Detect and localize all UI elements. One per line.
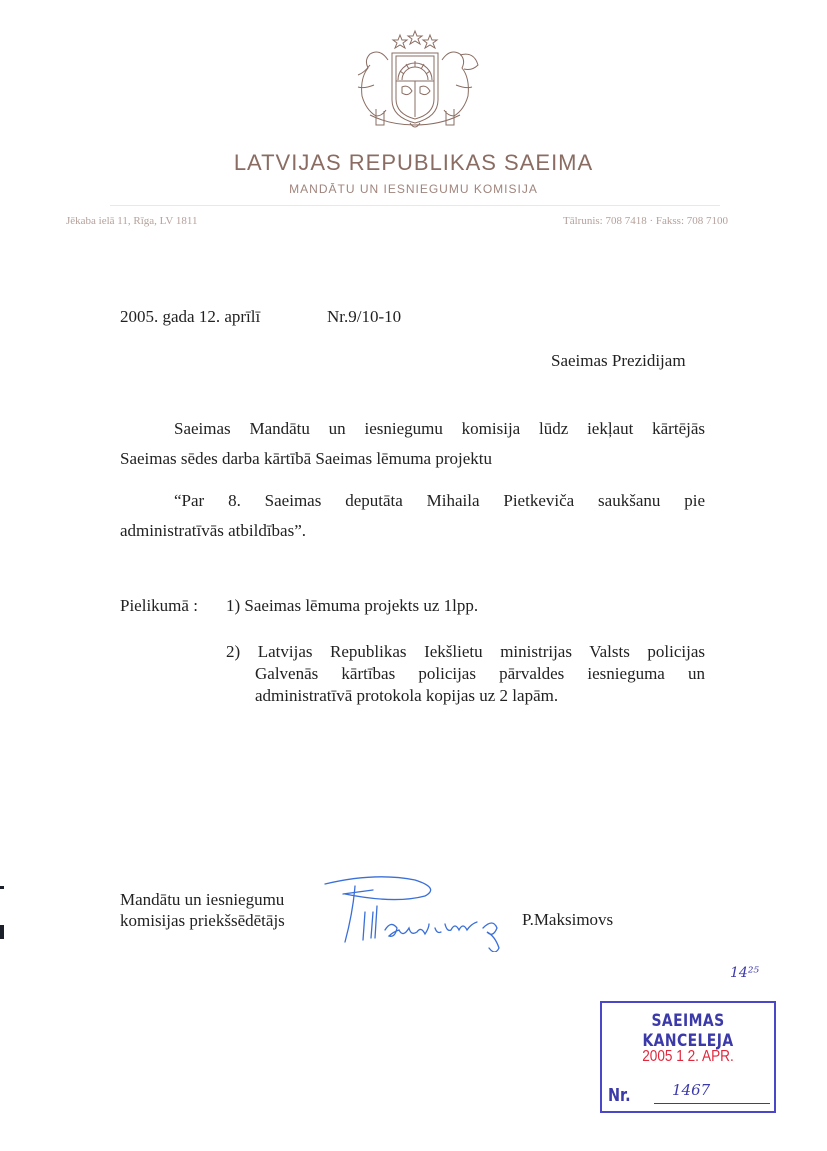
stamp-title: SAEIMAS KANCELEJA <box>642 1011 734 1051</box>
body-line: “Par 8. Saeimas deputāta Mihaila Pietkeviča saukšanu pie <box>174 491 705 510</box>
attachment-item-1: 1) Saeimas lēmuma projekts uz 1lpp. <box>226 596 479 615</box>
stamp-nr-underline <box>654 1103 770 1104</box>
stamp-date: 2005 1 2. APR. <box>642 1048 734 1065</box>
registration-stamp <box>600 1001 776 1113</box>
scan-edge-mark <box>0 925 4 939</box>
attachment-line: Galvenās kārtības policijas pārvaldes iesnieguma un <box>255 664 705 683</box>
letter-number: Nr.9/10-10 <box>327 307 402 326</box>
letter-date: 2005. gada 12. aprīlī <box>120 307 261 326</box>
body-paragraph <box>120 414 705 474</box>
coat-of-arms-emblem <box>340 25 490 135</box>
stamp-nr-label: Nr. <box>608 1085 631 1106</box>
attachments-label: Pielikumā : <box>120 596 198 615</box>
attachment-line: 2) Latvijas Republikas Iekšlietu ministrijas Valsts policijas <box>226 642 705 661</box>
scan-edge-mark <box>0 886 4 889</box>
signatory-role-line: komisijas priekšsēdētājs <box>120 911 285 930</box>
body-line: Saeimas Mandātu un iesniegumu komisija lūdz iekļaut kārtējās <box>174 419 705 438</box>
contact-numbers: Tālrunis: 708 7418 · Fakss: 708 7100 <box>563 215 728 227</box>
institution-title: LATVIJAS REPUBLIKAS SAEIMA <box>233 150 594 175</box>
letterhead-divider <box>110 205 720 206</box>
attachment-line: administratīvā protokola kopijas uz 2 lapām. <box>255 686 559 705</box>
signatory-role-line: Mandātu un iesniegumu <box>120 890 285 909</box>
committee-subtitle: MANDĀTU UN IESNIEGUMU KOMISIJA <box>289 182 538 196</box>
body-line: Saeimas sēdes darba kārtībā Saeimas lēmuma projektu <box>120 449 492 468</box>
address: Jēkaba ielā 11, Rīga, LV 1811 <box>66 215 198 227</box>
signatory-role <box>120 889 285 931</box>
recipient: Saeimas Prezidijam <box>551 351 686 370</box>
signatory-name: P.Maksimovs <box>522 910 614 929</box>
stamp-registration-number: 1467 <box>672 1081 711 1099</box>
handwritten-signature <box>315 872 540 952</box>
handwritten-time: 14²⁵ <box>730 965 760 981</box>
attachment-item-2 <box>226 641 705 707</box>
resolution-title <box>120 486 705 546</box>
body-line: administratīvās atbildības”. <box>120 521 307 540</box>
